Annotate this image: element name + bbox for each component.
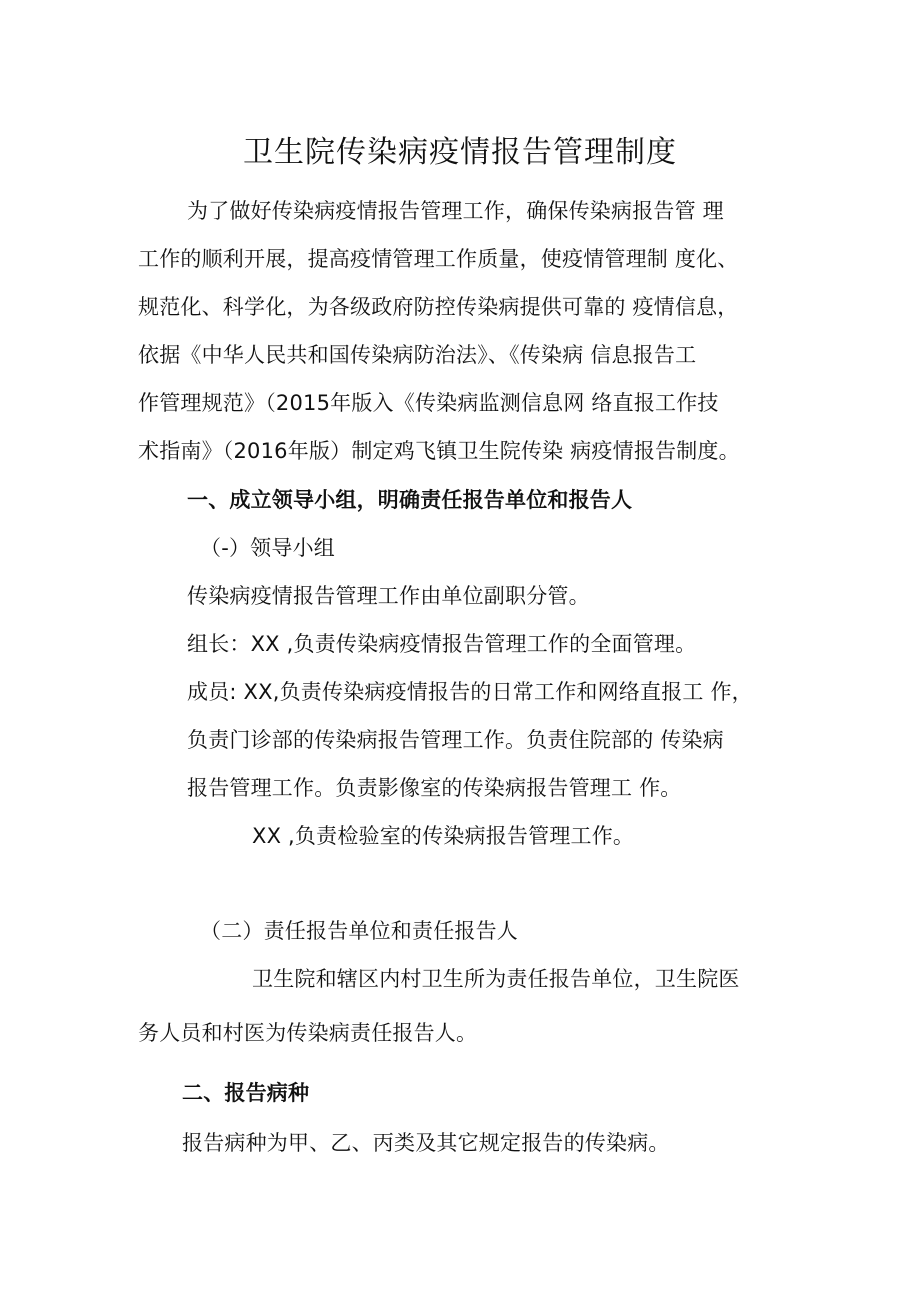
intro-line-5: 作管理规范》（2015年版入《传染病监测信息网 络直报工作技 [138, 391, 719, 415]
section2-heading: 二、报告病种 [182, 1081, 310, 1105]
sub1-line-1: 传染病疫情报告管理工作由单位副职分管。 [187, 584, 590, 608]
sub1-heading: （-）领导小组 [200, 536, 335, 560]
sub2-line-2: 务人员和村医为传染病责任报告人。 [138, 1021, 478, 1045]
section2-line-1: 报告病种为甲、乙、丙类及其它规定报告的传染病。 [182, 1131, 670, 1155]
sub2-line-1: 卫生院和辖区内村卫生所为责任报告单位，卫生院医 [252, 967, 740, 991]
intro-line-6: 术指南》（2016年版）制定鸡飞镇卫生院传染 病疫情报告制度。 [138, 439, 740, 463]
intro-line-3: 规范化、科学化，为各级政府防控传染病提供可靠的 疫情信息， [138, 295, 739, 319]
intro-line-1: 为了做好传染病疫情报告管理工作，确保传染病报告管 理 [187, 199, 724, 223]
section1-heading: 一、成立领导小组，明确责任报告单位和报告人 [187, 488, 633, 512]
sub1-line-6: XX ,负责检验室的传染病报告管理工作。 [252, 824, 635, 848]
sub1-line-2: 组长：XX ,负责传染病疫情报告管理工作的全面管理。 [187, 632, 697, 656]
sub1-line-5: 报告管理工作。负责影像室的传染病报告管理工 作。 [187, 776, 682, 800]
sub1-line-3: 成员: XX,负责传染病疫情报告的日常工作和网络直报工 作， [187, 680, 753, 704]
intro-line-4: 依据《中华人民共和国传染病防治法》、《传染病 信息报告工 [138, 343, 697, 367]
sub2-heading: （二）责任报告单位和责任报告人 [200, 919, 518, 943]
sub1-line-4: 负责门诊部的传染病报告管理工作。负责住院部的 传染病 [187, 728, 724, 752]
document-title: 卫生院传染病疫情报告管理制度 [243, 135, 677, 170]
intro-line-2: 工作的顺利开展，提高疫情管理工作质量，使疫情管理制 度化、 [138, 247, 739, 271]
